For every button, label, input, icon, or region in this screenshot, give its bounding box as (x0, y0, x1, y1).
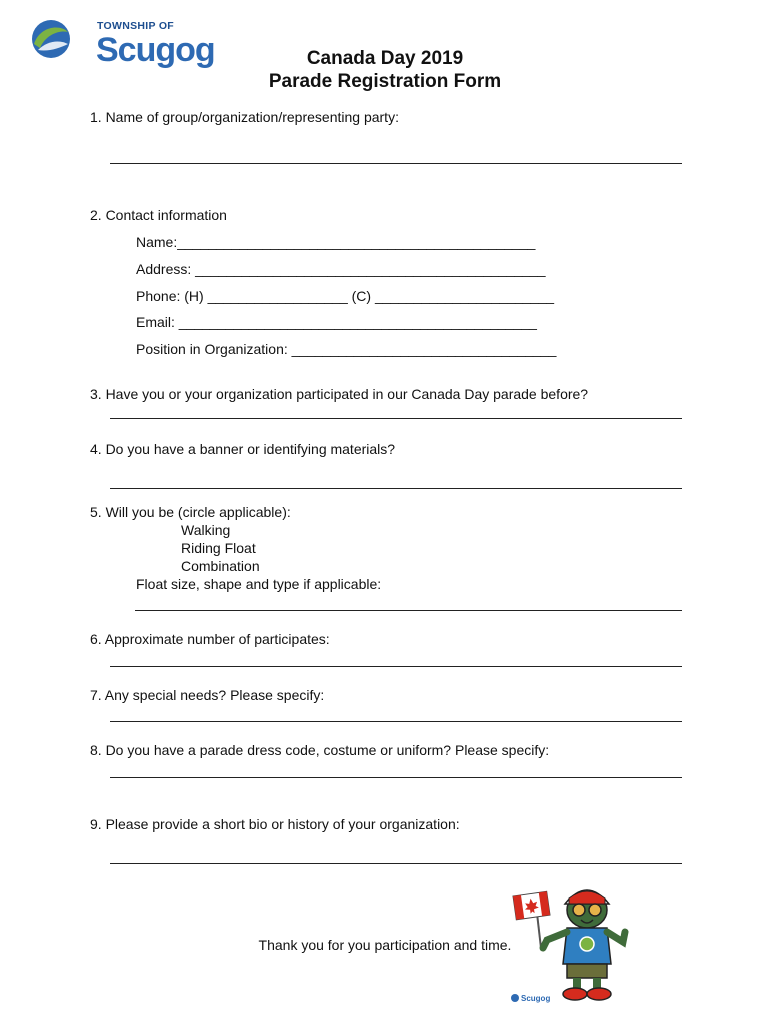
turtle-mascot-icon (505, 876, 635, 1006)
form-subtitle: Parade Registration Form (268, 71, 502, 92)
question-8: 8. Do you have a parade dress code, costume or uniform? Please specify: (90, 742, 550, 758)
logo-top-text: TOWNSHIP OF (97, 20, 174, 32)
float-size-label: Float size, shape and type if applicable: (136, 576, 382, 592)
answer-line-3[interactable] (110, 418, 682, 419)
option-combination[interactable]: Combination (181, 558, 260, 574)
option-walking[interactable]: Walking (181, 522, 231, 538)
contact-email-field[interactable]: Email: ______________________________________________ (136, 314, 537, 330)
question-4: 4. Do you have a banner or identifying materials? (90, 441, 396, 457)
contact-address-field[interactable]: Address: _____________________________________________ (136, 261, 546, 277)
form-title: Canada Day 2019 (306, 48, 464, 69)
answer-line-8[interactable] (110, 777, 682, 778)
answer-line-6[interactable] (110, 666, 682, 667)
answer-line-float[interactable] (135, 610, 682, 611)
question-1: 1. Name of group/organization/representing party: (90, 109, 399, 125)
question-7: 7. Any special needs? Please specify: (90, 687, 325, 703)
thank-you-text: Thank you for you participation and time. (258, 937, 512, 953)
question-2: 2. Contact information (90, 207, 227, 223)
question-3: 3. Have you or your organization participated in our Canada Day parade before? (90, 386, 589, 402)
question-5: 5. Will you be (circle applicable): (90, 504, 291, 520)
contact-position-field[interactable]: Position in Organization: __________________________________ (136, 341, 557, 357)
mascot-logo-text: Scugog (521, 994, 551, 1003)
answer-line-9[interactable] (110, 863, 682, 864)
logo-main-text: Scugog (96, 31, 215, 69)
option-riding-float[interactable]: Riding Float (181, 540, 256, 556)
question-6: 6. Approximate number of participates: (90, 631, 330, 647)
answer-line-4[interactable] (110, 488, 682, 489)
answer-line-7[interactable] (110, 721, 682, 722)
contact-phone-field[interactable]: Phone: (H) __________________ (C) _______________________ (136, 288, 555, 304)
answer-line-1[interactable] (110, 163, 682, 164)
question-9: 9. Please provide a short bio or history of your organization: (90, 816, 460, 832)
contact-name-field[interactable]: Name:______________________________________________ (136, 234, 536, 250)
